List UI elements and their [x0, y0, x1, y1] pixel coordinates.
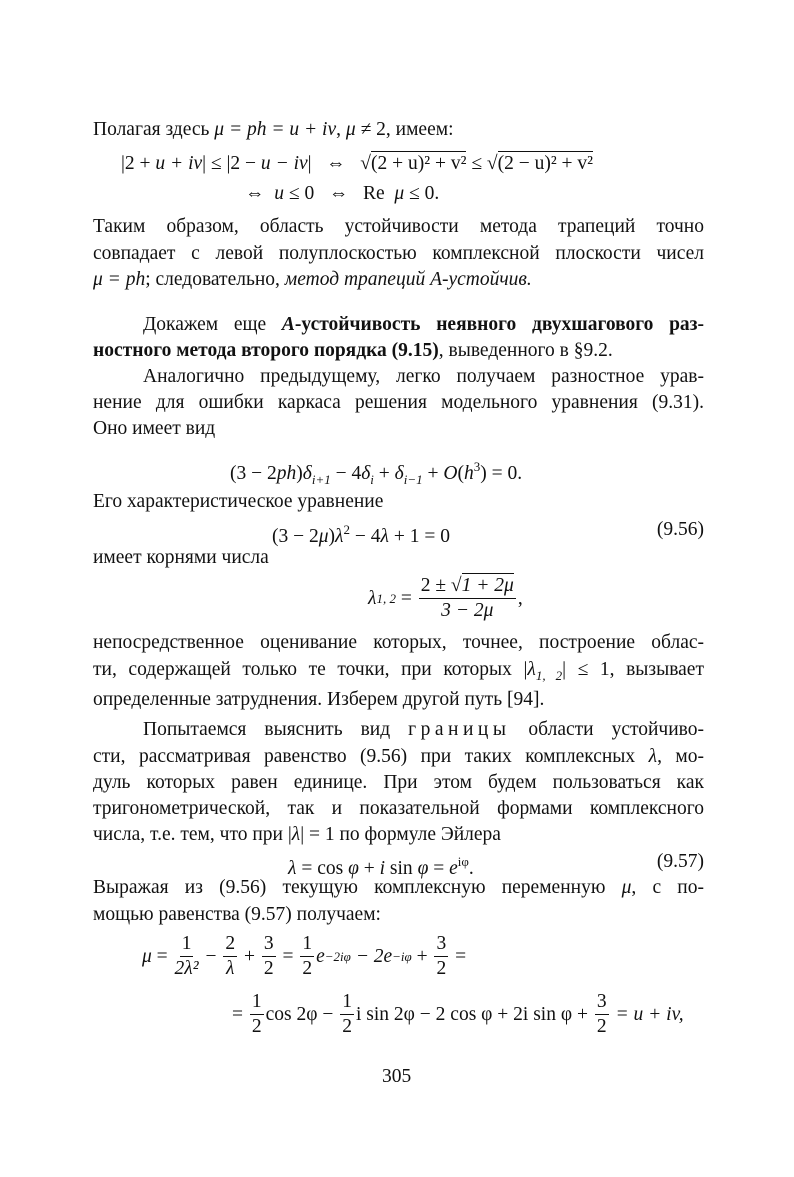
math: = u + iv,	[610, 1003, 684, 1025]
text-line	[245, 182, 794, 206]
equation-number: (9.56)	[656, 519, 704, 540]
text-segment: сти, рассматривая равенство (9.56) при таких комплексных	[93, 746, 649, 767]
text-segment: 2, имеем:	[376, 119, 454, 140]
math: i sin 2φ − 2 cos φ + 2i sin φ +	[356, 1003, 593, 1025]
text-segment: = cos	[296, 858, 349, 879]
text-segment: λ	[291, 824, 301, 845]
text-segment: дуль которых равен единице. При этом будем пользоваться как	[93, 772, 704, 793]
math: +	[411, 945, 433, 967]
math: λ	[225, 958, 235, 979]
math: −iφ	[392, 948, 412, 964]
text-segment: λ	[527, 659, 536, 680]
math: ,	[517, 587, 523, 609]
math: =	[450, 945, 467, 967]
text-segment: ≤ 0 ⇔ Re	[284, 183, 395, 204]
math: 1	[300, 932, 314, 957]
math: 3	[595, 990, 609, 1015]
math: 2 ± √	[420, 575, 462, 596]
text-line	[93, 242, 704, 266]
fraction	[419, 574, 516, 623]
math: 2	[263, 958, 274, 979]
math: 2	[223, 932, 237, 957]
math: =	[151, 945, 173, 967]
text-segment: Полагая здесь	[93, 119, 215, 140]
text-segment: iφ	[457, 854, 469, 869]
text-line	[93, 688, 704, 712]
text-segment: 1, 2	[535, 668, 563, 683]
text-segment: i	[370, 472, 374, 487]
text-segment: μ = ph = u + iv	[214, 119, 337, 140]
text-segment: μ	[394, 183, 405, 204]
text-segment: Выражая из (9.56) текущую комплексную переменную	[93, 877, 622, 898]
text-segment: имеет корнями числа	[93, 547, 269, 568]
text-line	[93, 546, 704, 570]
text-segment: ⇔	[245, 183, 275, 204]
text-segment: u + iv	[155, 153, 203, 174]
text-segment: | ≤ 1, вызывает	[562, 659, 704, 680]
text-line	[93, 631, 704, 655]
text-segment: | ≤ |2 −	[202, 153, 261, 174]
text-segment: i−1	[403, 472, 423, 487]
text-segment: λ	[380, 526, 389, 547]
text-segment: i	[379, 858, 386, 879]
text-line	[93, 745, 704, 769]
text-segment: +	[373, 463, 395, 484]
text-segment: Оно имеет вид	[93, 418, 216, 439]
text-segment: )	[296, 463, 303, 484]
text-line	[93, 797, 704, 821]
text-segment: Его характеристическое уравнение	[93, 491, 384, 512]
text-segment: нение для ошибки каркаса решения модельного уравнения (9.31).	[93, 392, 704, 413]
math: 1 + 2μ	[461, 575, 514, 596]
math: 1	[250, 990, 264, 1015]
math: cos 2φ −	[265, 1003, 339, 1025]
text-segment: ностного метода второго порядка (9.15)	[93, 340, 439, 361]
text-segment: метод трапеций А-устойчив.	[284, 269, 532, 290]
text-segment: | = 1 по формуле Эйлера	[300, 824, 501, 845]
text-segment: (3 − 2	[230, 463, 277, 484]
text-segment: O	[443, 463, 458, 484]
text-segment: δ	[361, 463, 371, 484]
math: =	[277, 945, 299, 967]
math: −2iφ	[324, 948, 351, 964]
text-segment: +	[358, 858, 380, 879]
math: +	[239, 945, 260, 967]
fraction	[223, 932, 237, 981]
text-segment: ти, содержащей только те точки, при которых |	[93, 659, 528, 680]
fraction	[595, 990, 609, 1039]
text-segment: e	[449, 858, 458, 879]
text-segment: |2 +	[121, 153, 156, 174]
text-line	[93, 823, 704, 847]
text-segment: границы	[408, 719, 511, 740]
fraction	[262, 932, 276, 981]
mu-formula-1	[142, 932, 466, 981]
math: 1	[340, 990, 354, 1015]
math: −	[200, 945, 222, 967]
math: 3 − 2μ	[441, 600, 494, 621]
text-segment: непосредственное оценивание которых, точнее, построение облас-	[93, 632, 704, 653]
text-segment: φ	[348, 858, 359, 879]
text-segment: области устойчиво-	[510, 719, 704, 740]
text-line	[93, 490, 704, 514]
math: 2	[302, 958, 313, 979]
text-segment: u	[274, 183, 284, 204]
text-segment: + 1 = 0	[388, 526, 450, 547]
text-line	[93, 718, 704, 742]
text-line	[93, 391, 704, 415]
text-segment: ≤ √	[466, 153, 498, 174]
text-line	[93, 313, 704, 337]
text-segment: =	[428, 858, 450, 879]
text-segment: μ = ph	[93, 269, 146, 290]
text-line	[93, 365, 704, 389]
text-segment: Попытаемся выяснить вид	[143, 719, 409, 740]
text-segment: определенные затруднения. Изберем другой путь [94].	[93, 689, 545, 710]
text-segment: ph	[276, 463, 297, 484]
text-segment: ) = 0.	[480, 463, 523, 484]
text-line	[93, 118, 704, 142]
text-segment: (3 − 2	[272, 526, 319, 547]
math: 3	[262, 932, 276, 957]
text-segment: тригонометрической, так и показательной формами комплексного	[93, 798, 704, 819]
equation-number: (9.57)	[656, 851, 704, 872]
math: 2	[251, 1016, 262, 1037]
text-segment: (	[457, 463, 464, 484]
text-segment: sin	[385, 858, 418, 879]
text-line	[121, 152, 732, 176]
fraction	[300, 932, 314, 981]
text-line	[93, 268, 704, 292]
roots-formula	[368, 574, 523, 623]
math: 2	[596, 1016, 607, 1037]
math: λ	[368, 587, 377, 609]
page-number: 305	[382, 1066, 412, 1087]
text-line	[93, 339, 704, 363]
text-segment: Таким образом, область устойчивости метода трапеций точно	[93, 216, 704, 237]
text-segment: )	[328, 526, 336, 547]
math: 1, 2	[376, 590, 396, 606]
text-segment: -устойчивость неявного двухшагового раз-	[294, 314, 705, 335]
text-segment: μ	[318, 526, 329, 547]
text-segment: − 4	[330, 463, 362, 484]
text-segment: , выведенного в §9.2.	[438, 340, 613, 361]
text-segment: , мо-	[657, 746, 704, 767]
text-line	[93, 876, 704, 900]
text-segment: 3	[473, 459, 481, 474]
text-line	[93, 215, 704, 239]
fraction	[340, 990, 354, 1039]
math: =	[395, 587, 417, 609]
text-segment: φ	[417, 858, 429, 879]
text-segment: ; следовательно,	[145, 269, 285, 290]
text-line	[230, 455, 794, 492]
text-segment: числа, т.е. тем, что при |	[93, 824, 292, 845]
text-segment: .	[468, 858, 474, 879]
text-segment: ,	[336, 119, 346, 140]
text-segment: − 4	[350, 526, 381, 547]
text-segment: μ	[621, 877, 632, 898]
text-segment: u − iv	[260, 153, 308, 174]
text-segment: , с по-	[631, 877, 704, 898]
mu-formula-2	[232, 990, 684, 1039]
text-segment: +	[422, 463, 444, 484]
text-line	[93, 658, 704, 688]
math: 1	[180, 932, 194, 957]
text-line	[93, 417, 704, 441]
text-segment: (2 + u)² + v²	[371, 153, 467, 174]
text-segment: совпадает с левой полуплоскостью комплексной плоскости чисел	[93, 243, 704, 264]
text-segment: ≤ 0.	[404, 183, 440, 204]
text-segment: (2 − u)² + v²	[497, 153, 594, 174]
math: e	[316, 945, 325, 967]
fraction	[434, 932, 448, 981]
text-segment: мощью равенства (9.57) получаем:	[93, 904, 381, 925]
math: μ	[142, 945, 152, 967]
text-line	[93, 771, 704, 795]
text-segment: λ	[648, 746, 658, 767]
math: 2λ²	[174, 958, 199, 979]
text-segment: i+1	[311, 472, 331, 487]
math: 2	[342, 1016, 352, 1037]
math: 3	[434, 932, 448, 957]
text-line	[272, 518, 794, 549]
text-segment: λ	[288, 858, 297, 879]
text-segment: 2	[343, 522, 350, 537]
math: − 2e	[350, 945, 393, 967]
text-segment: Докажем еще	[143, 314, 282, 335]
fraction	[250, 990, 264, 1039]
text-segment: Аналогично предыдущему, легко получаем разностное урав-	[143, 366, 704, 387]
text-segment: λ	[335, 526, 344, 547]
text-segment: δ	[302, 463, 312, 484]
text-segment: μ ≠	[345, 119, 377, 140]
text-line	[93, 903, 704, 927]
text-segment: | ⇔ √	[307, 153, 371, 174]
text-segment: h	[463, 463, 474, 484]
text-segment: A	[281, 314, 295, 335]
fraction	[175, 932, 199, 981]
text-segment: δ	[394, 463, 404, 484]
math: 2	[436, 958, 447, 979]
math: =	[232, 1003, 248, 1025]
